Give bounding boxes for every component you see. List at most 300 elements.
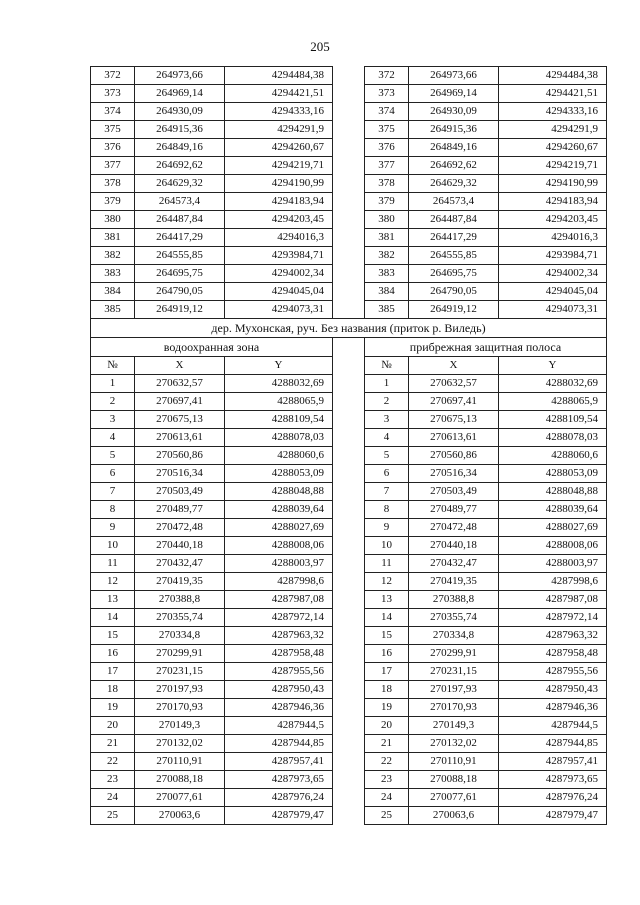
y-coordinate-left: 4287958,48 bbox=[225, 645, 333, 663]
y-coordinate-left: 4288039,64 bbox=[225, 501, 333, 519]
gap-cell bbox=[333, 85, 365, 103]
y-coordinate-left: 4294073,31 bbox=[225, 301, 333, 319]
gap-cell bbox=[333, 663, 365, 681]
y-coordinate-left: 4294045,04 bbox=[225, 283, 333, 301]
x-coordinate-right: 264417,29 bbox=[409, 229, 499, 247]
col-no-left: № bbox=[91, 357, 135, 375]
table-row bbox=[91, 429, 607, 447]
x-coordinate-left: 270197,93 bbox=[135, 681, 225, 699]
gap-cell bbox=[333, 717, 365, 735]
point-number-left: 373 bbox=[91, 85, 135, 103]
y-coordinate-right: 4294291,9 bbox=[499, 121, 607, 139]
col-x-left: X bbox=[135, 357, 225, 375]
gap-cell bbox=[333, 67, 365, 85]
col-x-right: X bbox=[409, 357, 499, 375]
x-coordinate-left: 270063,6 bbox=[135, 807, 225, 825]
col-y-right: Y bbox=[499, 357, 607, 375]
point-number-left: 22 bbox=[91, 753, 135, 771]
y-coordinate-left: 4288032,69 bbox=[225, 375, 333, 393]
point-number-left: 6 bbox=[91, 465, 135, 483]
point-number-left: 25 bbox=[91, 807, 135, 825]
table-row bbox=[91, 301, 607, 319]
y-coordinate-left: 4288003,97 bbox=[225, 555, 333, 573]
gap-cell bbox=[333, 193, 365, 211]
point-number-right: 374 bbox=[365, 103, 409, 121]
x-coordinate-right: 270432,47 bbox=[409, 555, 499, 573]
x-coordinate-left: 270675,13 bbox=[135, 411, 225, 429]
gap-cell bbox=[333, 411, 365, 429]
y-coordinate-right: 4294073,31 bbox=[499, 301, 607, 319]
table-row bbox=[91, 483, 607, 501]
x-coordinate-left: 270110,91 bbox=[135, 753, 225, 771]
table-row bbox=[91, 663, 607, 681]
gap-cell bbox=[333, 211, 365, 229]
table-row bbox=[91, 789, 607, 807]
x-coordinate-left: 264915,36 bbox=[135, 121, 225, 139]
x-coordinate-right: 270299,91 bbox=[409, 645, 499, 663]
y-coordinate-right: 4287955,56 bbox=[499, 663, 607, 681]
gap-cell bbox=[333, 573, 365, 591]
y-coordinate-left: 4294002,34 bbox=[225, 265, 333, 283]
point-number-left: 381 bbox=[91, 229, 135, 247]
point-number-right: 376 bbox=[365, 139, 409, 157]
table-row bbox=[91, 247, 607, 265]
left-zone-title: водоохранная зона bbox=[91, 338, 333, 357]
y-coordinate-left: 4287972,14 bbox=[225, 609, 333, 627]
point-number-right: 15 bbox=[365, 627, 409, 645]
y-coordinate-left: 4294484,38 bbox=[225, 67, 333, 85]
point-number-left: 374 bbox=[91, 103, 135, 121]
point-number-left: 20 bbox=[91, 717, 135, 735]
point-number-right: 378 bbox=[365, 175, 409, 193]
y-coordinate-left: 4288060,6 bbox=[225, 447, 333, 465]
x-coordinate-right: 270440,18 bbox=[409, 537, 499, 555]
section-title-row bbox=[91, 319, 607, 338]
y-coordinate-right: 4293984,71 bbox=[499, 247, 607, 265]
y-coordinate-right: 4287946,36 bbox=[499, 699, 607, 717]
x-coordinate-left: 264790,05 bbox=[135, 283, 225, 301]
table-row bbox=[91, 283, 607, 301]
gap-cell bbox=[333, 519, 365, 537]
point-number-left: 21 bbox=[91, 735, 135, 753]
table-row bbox=[91, 609, 607, 627]
x-coordinate-left: 270613,61 bbox=[135, 429, 225, 447]
y-coordinate-right: 4288109,54 bbox=[499, 411, 607, 429]
point-number-right: 382 bbox=[365, 247, 409, 265]
point-number-left: 10 bbox=[91, 537, 135, 555]
table-row bbox=[91, 753, 607, 771]
point-number-left: 375 bbox=[91, 121, 135, 139]
gap-cell bbox=[333, 591, 365, 609]
y-coordinate-right: 4294183,94 bbox=[499, 193, 607, 211]
y-coordinate-right: 4287979,47 bbox=[499, 807, 607, 825]
x-coordinate-right: 264555,85 bbox=[409, 247, 499, 265]
x-coordinate-left: 270149,3 bbox=[135, 717, 225, 735]
y-coordinate-left: 4294190,99 bbox=[225, 175, 333, 193]
x-coordinate-right: 264969,14 bbox=[409, 85, 499, 103]
y-coordinate-left: 4288027,69 bbox=[225, 519, 333, 537]
y-coordinate-left: 4288065,9 bbox=[225, 393, 333, 411]
y-coordinate-right: 4287987,08 bbox=[499, 591, 607, 609]
point-number-left: 376 bbox=[91, 139, 135, 157]
x-coordinate-right: 270170,93 bbox=[409, 699, 499, 717]
y-coordinate-right: 4287963,32 bbox=[499, 627, 607, 645]
point-number-left: 383 bbox=[91, 265, 135, 283]
point-number-left: 377 bbox=[91, 157, 135, 175]
x-coordinate-left: 264629,32 bbox=[135, 175, 225, 193]
y-coordinate-left: 4294219,71 bbox=[225, 157, 333, 175]
x-coordinate-left: 270489,77 bbox=[135, 501, 225, 519]
point-number-right: 383 bbox=[365, 265, 409, 283]
point-number-left: 5 bbox=[91, 447, 135, 465]
gap-cell bbox=[333, 681, 365, 699]
gap-cell bbox=[333, 789, 365, 807]
x-coordinate-left: 264849,16 bbox=[135, 139, 225, 157]
point-number-left: 23 bbox=[91, 771, 135, 789]
y-coordinate-left: 4294016,3 bbox=[225, 229, 333, 247]
table-row bbox=[91, 393, 607, 411]
y-coordinate-right: 4287958,48 bbox=[499, 645, 607, 663]
x-coordinate-right: 264573,4 bbox=[409, 193, 499, 211]
point-number-right: 24 bbox=[365, 789, 409, 807]
x-coordinate-left: 270516,34 bbox=[135, 465, 225, 483]
table-row bbox=[91, 573, 607, 591]
table-row bbox=[91, 265, 607, 283]
gap-cell bbox=[333, 157, 365, 175]
y-coordinate-left: 4287963,32 bbox=[225, 627, 333, 645]
y-coordinate-left: 4287944,5 bbox=[225, 717, 333, 735]
point-number-right: 377 bbox=[365, 157, 409, 175]
y-coordinate-right: 4294333,16 bbox=[499, 103, 607, 121]
x-coordinate-right: 270334,8 bbox=[409, 627, 499, 645]
point-number-right: 375 bbox=[365, 121, 409, 139]
point-number-right: 14 bbox=[365, 609, 409, 627]
gap-cell bbox=[333, 627, 365, 645]
y-coordinate-left: 4294421,51 bbox=[225, 85, 333, 103]
y-coordinate-right: 4288078,03 bbox=[499, 429, 607, 447]
y-coordinate-right: 4288060,6 bbox=[499, 447, 607, 465]
y-coordinate-left: 4287950,43 bbox=[225, 681, 333, 699]
x-coordinate-right: 270503,49 bbox=[409, 483, 499, 501]
point-number-right: 372 bbox=[365, 67, 409, 85]
x-coordinate-left: 270472,48 bbox=[135, 519, 225, 537]
y-coordinate-right: 4288053,09 bbox=[499, 465, 607, 483]
y-coordinate-right: 4287950,43 bbox=[499, 681, 607, 699]
point-number-right: 2 bbox=[365, 393, 409, 411]
table-row bbox=[91, 375, 607, 393]
y-coordinate-left: 4287976,24 bbox=[225, 789, 333, 807]
y-coordinate-left: 4293984,71 bbox=[225, 247, 333, 265]
x-coordinate-left: 264919,12 bbox=[135, 301, 225, 319]
point-number-left: 378 bbox=[91, 175, 135, 193]
table-row bbox=[91, 229, 607, 247]
gap-cell bbox=[333, 247, 365, 265]
x-coordinate-right: 270419,35 bbox=[409, 573, 499, 591]
x-coordinate-right: 270613,61 bbox=[409, 429, 499, 447]
x-coordinate-left: 270503,49 bbox=[135, 483, 225, 501]
y-coordinate-left: 4288053,09 bbox=[225, 465, 333, 483]
point-number-left: 379 bbox=[91, 193, 135, 211]
point-number-right: 19 bbox=[365, 699, 409, 717]
right-zone-title: прибрежная защитная полоса bbox=[365, 338, 607, 357]
x-coordinate-left: 270419,35 bbox=[135, 573, 225, 591]
y-coordinate-left: 4287979,47 bbox=[225, 807, 333, 825]
x-coordinate-right: 270197,93 bbox=[409, 681, 499, 699]
point-number-left: 4 bbox=[91, 429, 135, 447]
x-coordinate-right: 264973,66 bbox=[409, 67, 499, 85]
x-coordinate-right: 270388,8 bbox=[409, 591, 499, 609]
y-coordinate-right: 4288003,97 bbox=[499, 555, 607, 573]
x-coordinate-left: 270170,93 bbox=[135, 699, 225, 717]
y-coordinate-left: 4288109,54 bbox=[225, 411, 333, 429]
point-number-right: 18 bbox=[365, 681, 409, 699]
point-number-right: 16 bbox=[365, 645, 409, 663]
x-coordinate-right: 264930,09 bbox=[409, 103, 499, 121]
x-coordinate-left: 270299,91 bbox=[135, 645, 225, 663]
point-number-left: 17 bbox=[91, 663, 135, 681]
point-number-left: 2 bbox=[91, 393, 135, 411]
point-number-left: 1 bbox=[91, 375, 135, 393]
table-row bbox=[91, 103, 607, 121]
point-number-right: 1 bbox=[365, 375, 409, 393]
x-coordinate-right: 270063,6 bbox=[409, 807, 499, 825]
table-row bbox=[91, 807, 607, 825]
top-rows bbox=[91, 67, 607, 319]
y-coordinate-right: 4294045,04 bbox=[499, 283, 607, 301]
point-number-right: 380 bbox=[365, 211, 409, 229]
x-coordinate-right: 270560,86 bbox=[409, 447, 499, 465]
table-row bbox=[91, 681, 607, 699]
point-number-right: 3 bbox=[365, 411, 409, 429]
x-coordinate-right: 270088,18 bbox=[409, 771, 499, 789]
y-coordinate-right: 4294484,38 bbox=[499, 67, 607, 85]
table-row bbox=[91, 591, 607, 609]
table-row bbox=[91, 193, 607, 211]
x-coordinate-right: 264692,62 bbox=[409, 157, 499, 175]
x-coordinate-right: 270231,15 bbox=[409, 663, 499, 681]
x-coordinate-right: 270355,74 bbox=[409, 609, 499, 627]
x-coordinate-left: 264692,62 bbox=[135, 157, 225, 175]
x-coordinate-right: 264915,36 bbox=[409, 121, 499, 139]
point-number-left: 11 bbox=[91, 555, 135, 573]
x-coordinate-left: 264573,4 bbox=[135, 193, 225, 211]
point-number-right: 21 bbox=[365, 735, 409, 753]
gap-cell bbox=[333, 465, 365, 483]
point-number-right: 5 bbox=[365, 447, 409, 465]
gap-cell bbox=[333, 429, 365, 447]
point-number-left: 15 bbox=[91, 627, 135, 645]
gap-cell bbox=[333, 229, 365, 247]
point-number-right: 6 bbox=[365, 465, 409, 483]
x-coordinate-left: 264555,85 bbox=[135, 247, 225, 265]
gap-cell bbox=[333, 103, 365, 121]
point-number-left: 8 bbox=[91, 501, 135, 519]
y-coordinate-right: 4287972,14 bbox=[499, 609, 607, 627]
table-row bbox=[91, 771, 607, 789]
point-number-right: 10 bbox=[365, 537, 409, 555]
point-number-left: 372 bbox=[91, 67, 135, 85]
x-coordinate-left: 264973,66 bbox=[135, 67, 225, 85]
gap-cell bbox=[333, 265, 365, 283]
section-title: дер. Мухонская, руч. Без названия (приток р. Виледь) bbox=[91, 319, 607, 338]
y-coordinate-right: 4294260,67 bbox=[499, 139, 607, 157]
y-coordinate-right: 4287957,41 bbox=[499, 753, 607, 771]
x-coordinate-left: 270231,15 bbox=[135, 663, 225, 681]
x-coordinate-left: 270088,18 bbox=[135, 771, 225, 789]
point-number-right: 25 bbox=[365, 807, 409, 825]
point-number-right: 8 bbox=[365, 501, 409, 519]
point-number-left: 384 bbox=[91, 283, 135, 301]
point-number-left: 380 bbox=[91, 211, 135, 229]
y-coordinate-right: 4288048,88 bbox=[499, 483, 607, 501]
col-y-left: Y bbox=[225, 357, 333, 375]
table-row bbox=[91, 465, 607, 483]
x-coordinate-left: 264930,09 bbox=[135, 103, 225, 121]
y-coordinate-left: 4294260,67 bbox=[225, 139, 333, 157]
point-number-left: 12 bbox=[91, 573, 135, 591]
x-coordinate-right: 264919,12 bbox=[409, 301, 499, 319]
table-row bbox=[91, 67, 607, 85]
x-coordinate-left: 264417,29 bbox=[135, 229, 225, 247]
x-coordinate-right: 270697,41 bbox=[409, 393, 499, 411]
x-coordinate-left: 270432,47 bbox=[135, 555, 225, 573]
point-number-right: 379 bbox=[365, 193, 409, 211]
x-coordinate-left: 270697,41 bbox=[135, 393, 225, 411]
point-number-left: 3 bbox=[91, 411, 135, 429]
y-coordinate-left: 4294183,94 bbox=[225, 193, 333, 211]
x-coordinate-left: 264695,75 bbox=[135, 265, 225, 283]
gap-cell bbox=[333, 645, 365, 663]
table-row bbox=[91, 447, 607, 465]
x-coordinate-left: 270077,61 bbox=[135, 789, 225, 807]
y-coordinate-left: 4287987,08 bbox=[225, 591, 333, 609]
gap-cell bbox=[333, 609, 365, 627]
gap-cell bbox=[333, 375, 365, 393]
gap-cell bbox=[333, 807, 365, 825]
table-row bbox=[91, 717, 607, 735]
gap-cell bbox=[333, 393, 365, 411]
point-number-right: 23 bbox=[365, 771, 409, 789]
point-number-right: 4 bbox=[365, 429, 409, 447]
y-coordinate-left: 4294333,16 bbox=[225, 103, 333, 121]
x-coordinate-right: 270632,57 bbox=[409, 375, 499, 393]
gap-cell bbox=[333, 753, 365, 771]
point-number-left: 18 bbox=[91, 681, 135, 699]
y-coordinate-left: 4287944,85 bbox=[225, 735, 333, 753]
y-coordinate-right: 4287973,65 bbox=[499, 771, 607, 789]
page-number: 205 bbox=[310, 39, 330, 54]
point-number-left: 19 bbox=[91, 699, 135, 717]
y-coordinate-left: 4288048,88 bbox=[225, 483, 333, 501]
table-row bbox=[91, 645, 607, 663]
gap-cell bbox=[333, 483, 365, 501]
y-coordinate-left: 4287957,41 bbox=[225, 753, 333, 771]
x-coordinate-left: 270355,74 bbox=[135, 609, 225, 627]
gap-cell bbox=[333, 699, 365, 717]
table-row bbox=[91, 501, 607, 519]
point-number-right: 384 bbox=[365, 283, 409, 301]
y-coordinate-right: 4294016,3 bbox=[499, 229, 607, 247]
x-coordinate-right: 270675,13 bbox=[409, 411, 499, 429]
x-coordinate-left: 270132,02 bbox=[135, 735, 225, 753]
y-coordinate-left: 4287973,65 bbox=[225, 771, 333, 789]
point-number-right: 11 bbox=[365, 555, 409, 573]
y-coordinate-left: 4288008,06 bbox=[225, 537, 333, 555]
point-number-right: 12 bbox=[365, 573, 409, 591]
table-row bbox=[91, 411, 607, 429]
y-coordinate-right: 4288039,64 bbox=[499, 501, 607, 519]
point-number-left: 382 bbox=[91, 247, 135, 265]
point-number-right: 9 bbox=[365, 519, 409, 537]
y-coordinate-right: 4288032,69 bbox=[499, 375, 607, 393]
table-row bbox=[91, 519, 607, 537]
x-coordinate-left: 270388,8 bbox=[135, 591, 225, 609]
y-coordinate-right: 4288008,06 bbox=[499, 537, 607, 555]
x-coordinate-right: 270472,48 bbox=[409, 519, 499, 537]
x-coordinate-right: 264849,16 bbox=[409, 139, 499, 157]
table-row bbox=[91, 555, 607, 573]
gap-cell bbox=[333, 357, 365, 375]
x-coordinate-left: 270560,86 bbox=[135, 447, 225, 465]
y-coordinate-right: 4288065,9 bbox=[499, 393, 607, 411]
x-coordinate-right: 270149,3 bbox=[409, 717, 499, 735]
y-coordinate-left: 4288078,03 bbox=[225, 429, 333, 447]
y-coordinate-right: 4294190,99 bbox=[499, 175, 607, 193]
gap-cell bbox=[333, 771, 365, 789]
gap-cell bbox=[333, 735, 365, 753]
table-row bbox=[91, 211, 607, 229]
gap-cell bbox=[333, 501, 365, 519]
y-coordinate-right: 4294219,71 bbox=[499, 157, 607, 175]
x-coordinate-right: 264695,75 bbox=[409, 265, 499, 283]
coordinates-table bbox=[90, 66, 607, 825]
point-number-left: 14 bbox=[91, 609, 135, 627]
point-number-right: 385 bbox=[365, 301, 409, 319]
point-number-left: 385 bbox=[91, 301, 135, 319]
x-coordinate-left: 264969,14 bbox=[135, 85, 225, 103]
gap-cell bbox=[333, 283, 365, 301]
gap-cell bbox=[333, 447, 365, 465]
gap-cell bbox=[333, 175, 365, 193]
gap-cell bbox=[333, 301, 365, 319]
y-coordinate-left: 4287998,6 bbox=[225, 573, 333, 591]
x-coordinate-right: 270489,77 bbox=[409, 501, 499, 519]
y-coordinate-left: 4287946,36 bbox=[225, 699, 333, 717]
x-coordinate-right: 270516,34 bbox=[409, 465, 499, 483]
table-row bbox=[91, 157, 607, 175]
gap-cell bbox=[333, 338, 365, 357]
zone-header-row bbox=[91, 338, 607, 357]
gap-cell bbox=[333, 555, 365, 573]
point-number-right: 17 bbox=[365, 663, 409, 681]
point-number-right: 13 bbox=[365, 591, 409, 609]
bottom-rows bbox=[91, 375, 607, 825]
x-coordinate-right: 270077,61 bbox=[409, 789, 499, 807]
y-coordinate-right: 4294002,34 bbox=[499, 265, 607, 283]
x-coordinate-right: 264487,84 bbox=[409, 211, 499, 229]
point-number-right: 7 bbox=[365, 483, 409, 501]
y-coordinate-left: 4294203,45 bbox=[225, 211, 333, 229]
table-row bbox=[91, 85, 607, 103]
y-coordinate-left: 4294291,9 bbox=[225, 121, 333, 139]
x-coordinate-right: 264790,05 bbox=[409, 283, 499, 301]
point-number-right: 22 bbox=[365, 753, 409, 771]
point-number-left: 13 bbox=[91, 591, 135, 609]
x-coordinate-right: 270110,91 bbox=[409, 753, 499, 771]
point-number-right: 20 bbox=[365, 717, 409, 735]
point-number-left: 24 bbox=[91, 789, 135, 807]
x-coordinate-left: 270440,18 bbox=[135, 537, 225, 555]
